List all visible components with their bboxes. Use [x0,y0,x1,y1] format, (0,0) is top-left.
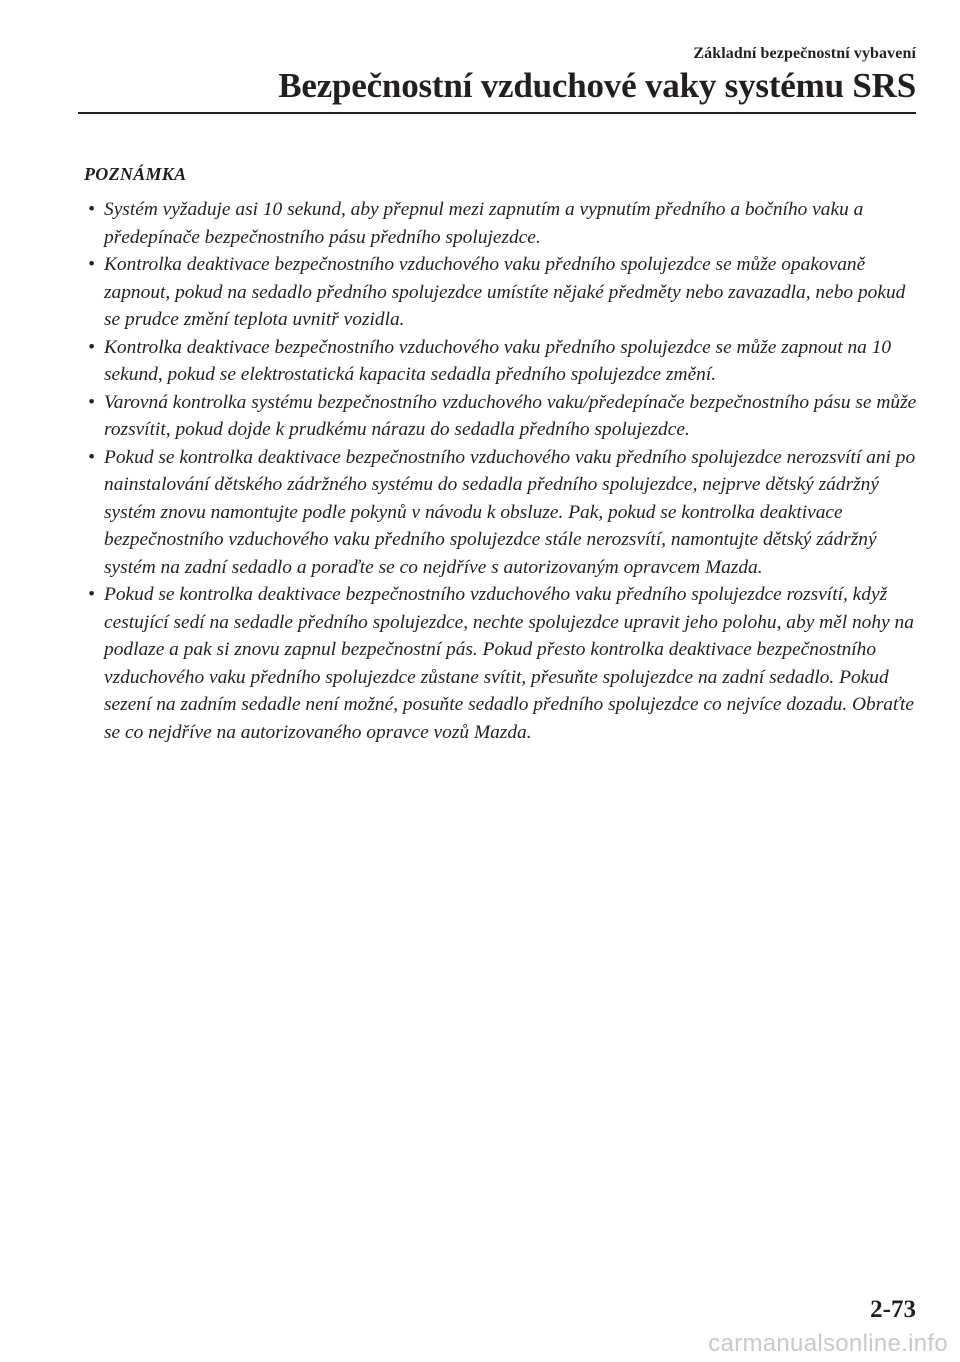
note-item-text: Varovná kontrolka systému bezpečnostního vzduchového vaku/předepínače bezpečnostního pásu se může rozsvítit, pokud dojde k prudkému nárazu do sedadla předního spolujezdce. [104,391,917,440]
header-divider [78,112,916,114]
note-item [84,196,920,251]
bullet-icon: • [88,391,95,413]
bullet-icon: • [88,254,95,275]
note-item [84,389,920,444]
note-item-text: Pokud se kontrolka deaktivace bezpečnostního vzduchového vaku předního spolujezdce rozsvítí, když cestující sedí na sedadle předního spolujezdce, nechte spolujezdce upravit jeho polohu, aby měl nohy na podlaze a pak si znovu zapnul bezpečnostní pás. Pokud přesto kontrolka deaktivace bezpečnostního vzduchového vaku předního spolujezdce zůstane svítit, přesuňte spolujezdce na zadní sedadlo. Pokud sezení na zadním sedadle není možné, posuňte sedadlo předního spolujezdce co nejvíce dozadu. Obraťte se co nejdříve na autorizovaného opravce vozů Mazda. [104,584,915,743]
watermark: carmanualsonline.info [708,1330,948,1357]
note-item-text: Systém vyžaduje asi 10 sekund, aby přepnul mezi zapnutím a vypnutím předního a bočního vaku a předepínače bezpečnostního pásu předního spolujezdce. [104,199,864,248]
note-heading: POZNÁMKA [84,164,187,184]
page-number: 2-73 [870,1296,916,1323]
note-item-text: Pokud se kontrolka deaktivace bezpečnostního vzduchového vaku předního spolujezdce nerozsvítí ani po nainstalování dětského zádržného systému do sedadla předního spolujezdce, nejprve dětský zádržný systém znovu namontujte podle pokynů v návodu k obsluze. Pak, pokud se kontrolka deaktivace bezpečnostního vzduchového vaku předního spolujezdce stále nerozsvítí, namontujte dětský zádržný systém na zadní sedadlo a poraďte se co nejdříve s autorizovaným opravcem Mazda. [104,446,916,578]
note-item-text: Kontrolka deaktivace bezpečnostního vzduchového vaku předního spolujezdce se může zapnout na 10 sekund, pokud se elektrostatická kapacita sedadla předního spolujezdce změní. [104,336,892,385]
section-label: Základní bezpečnostní vybavení [693,45,916,62]
note-item [84,251,920,334]
note-item [84,444,920,582]
note-item-text: Kontrolka deaktivace bezpečnostního vzduchového vaku předního spolujezdce se může opakovaně zapnout, pokud na sedadlo předního spolujezdce umístíte nějaké předměty nebo zavazadla, nebo pokud se prudce změní teplota uvnitř vozidla. [104,254,906,330]
bullet-icon: • [88,446,95,468]
note-item [84,581,920,746]
note-list [84,196,920,746]
bullet-icon: • [88,336,95,358]
note-item [84,334,920,389]
page-title: Bezpečnostní vzduchové vaky systému SRS [278,66,916,105]
bullet-icon: • [88,199,95,220]
bullet-icon: • [88,584,95,605]
